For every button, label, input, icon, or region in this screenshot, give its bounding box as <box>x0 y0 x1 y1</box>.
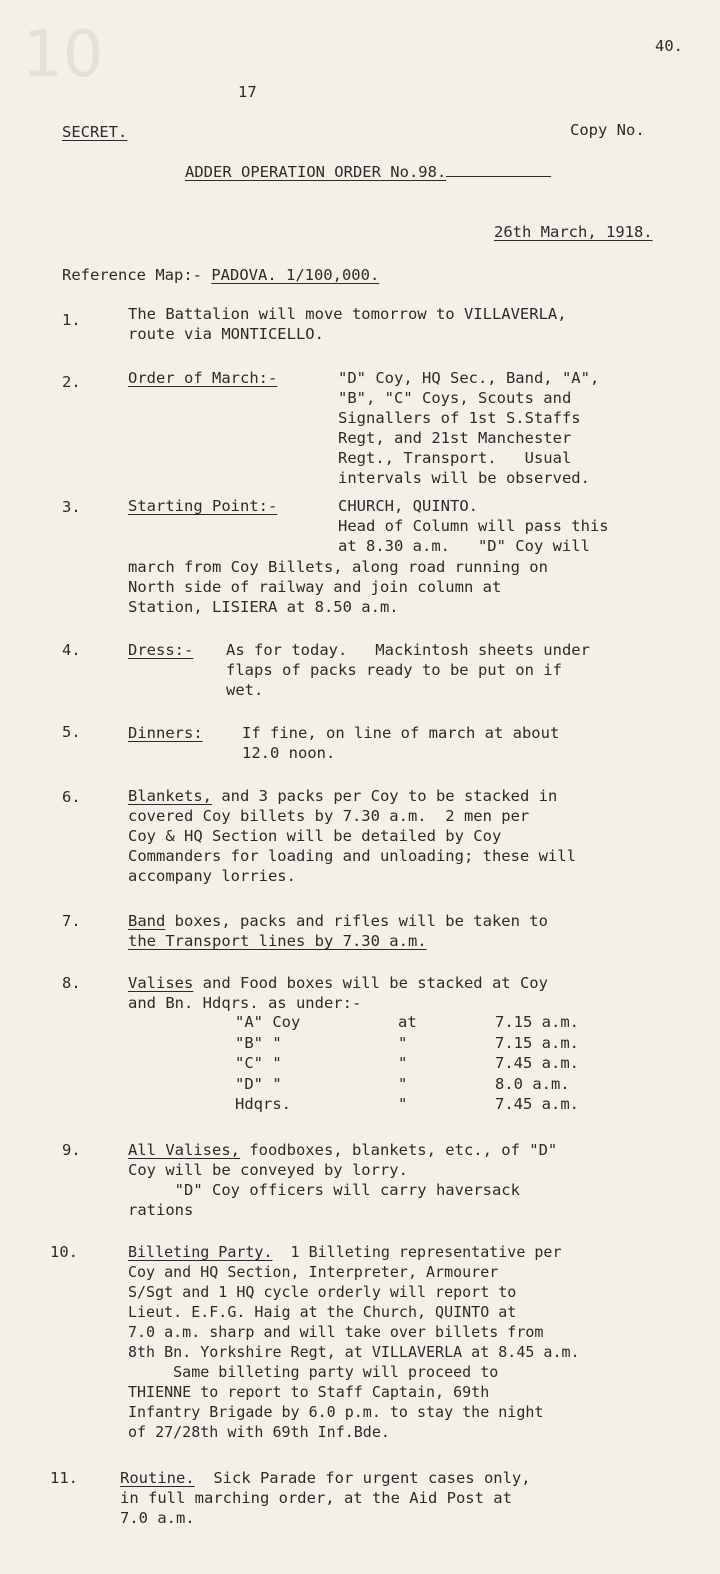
para-line: "D" Coy, HQ Sec., Band, "A", <box>338 369 600 387</box>
para-line <box>128 911 548 931</box>
para-heading: Starting Point:- <box>128 497 278 515</box>
table-cell: 7.15 a.m. <box>495 1013 579 1031</box>
para-line: Coy & HQ Section will be detailed by Coy <box>128 827 502 845</box>
para-number: 9. <box>62 1141 81 1159</box>
para-line <box>128 786 576 806</box>
table-cell: 7.45 a.m. <box>495 1054 579 1072</box>
para-line: Infantry Brigade by 6.0 p.m. to stay the night <box>128 1403 544 1421</box>
para-9-text <box>128 1140 557 1220</box>
para-4-text <box>226 640 590 700</box>
para-1-text <box>128 304 567 344</box>
para-line: Lieut. E.F.G. Haig at the Church, QUINTO at <box>128 1303 517 1321</box>
para-line: 12.0 noon. <box>242 744 336 762</box>
table-row <box>235 1054 625 1075</box>
para-line: accompany lorries. <box>128 867 296 885</box>
para-line-rest: and Food boxes will be stacked at Coy <box>193 974 548 992</box>
para-line: If fine, on line of march at about <box>242 724 560 742</box>
para-line: flaps of packs ready to be put on if <box>226 661 562 679</box>
faded-stamp-mark: 10 <box>22 18 104 92</box>
table-cell: 8.0 a.m. <box>495 1074 570 1093</box>
para-line <box>128 1242 580 1262</box>
table-cell: "A" Coy <box>235 1013 301 1031</box>
para-heading: Dress:- <box>128 641 194 659</box>
reference-label: Reference Map:- <box>62 266 202 284</box>
valise-schedule-table <box>235 1013 625 1116</box>
table-cell: 7.15 a.m. <box>495 1033 579 1052</box>
table-cell: " <box>398 1095 408 1113</box>
para-number: 7. <box>62 912 81 930</box>
para-line: 8th Bn. Yorkshire Regt, at VILLAVERLA at 8.45 a.m. <box>128 1343 580 1361</box>
para-8-text <box>128 973 548 1013</box>
table-cell: "D" " <box>235 1074 282 1093</box>
para-line: THIENNE to report to Staff Captain, 69th <box>128 1383 490 1401</box>
para-line: covered Coy billets by 7.30 a.m. 2 men per <box>128 807 530 825</box>
order-title <box>185 162 551 182</box>
para-11-text <box>120 1468 531 1528</box>
para-heading: All Valises, <box>128 1141 240 1159</box>
para-line-rest: foodboxes, blankets, etc., of "D" <box>239 1141 558 1159</box>
para-line: rations <box>128 1201 194 1219</box>
para-line: Commanders for loading and unloading; these will <box>128 847 576 865</box>
para-line: As for today. Mackintosh sheets under <box>226 641 590 659</box>
para-line: wet. <box>226 681 264 699</box>
table-row <box>235 1034 625 1055</box>
para-number: 10. <box>50 1243 78 1261</box>
order-title-text: ADDER OPERATION ORDER No.98. <box>185 163 447 181</box>
para-2-text <box>338 368 599 488</box>
table-row <box>235 1013 625 1034</box>
para-line: "D" Coy officers will carry haversack <box>128 1181 520 1199</box>
secret-label: SECRET. <box>62 123 128 141</box>
para-heading: Blankets, <box>128 787 212 805</box>
para-heading: Band <box>128 912 166 930</box>
para-line: S/Sgt and 1 HQ cycle orderly will report to <box>128 1283 517 1301</box>
table-cell: 7.45 a.m. <box>495 1095 579 1113</box>
table-cell: " <box>398 1074 408 1093</box>
para-line: "B", "C" Coys, Scouts and <box>338 389 572 407</box>
para-line: Signallers of 1st S.Staffs <box>338 409 581 427</box>
para-number: 3. <box>62 498 81 516</box>
para-line: Coy and HQ Section, Interpreter, Armourer <box>128 1263 499 1281</box>
reference-map <box>62 265 379 285</box>
para-line: Station, LISIERA at 8.50 a.m. <box>128 598 399 616</box>
para-line: CHURCH, QUINTO. <box>338 497 478 515</box>
para-line <box>128 973 548 993</box>
reference-value: PADOVA. 1/100,000. <box>211 266 380 284</box>
order-date: 26th March, 1918. <box>494 223 653 241</box>
table-cell: "B" " <box>235 1033 282 1052</box>
para-line: 7.0 a.m. <box>120 1509 195 1527</box>
para-line <box>128 1140 557 1160</box>
para-3-continuation <box>128 557 548 617</box>
para-line-rest: boxes, packs and rifles will be taken to <box>165 912 548 930</box>
table-cell: " <box>398 1033 408 1052</box>
para-line: Regt., Transport. Usual <box>338 449 572 467</box>
para-heading: Order of March:- <box>128 369 278 387</box>
table-row <box>235 1095 625 1116</box>
page-number: 40. <box>655 37 683 55</box>
para-line: Coy will be conveyed by lorry. <box>128 1161 408 1179</box>
para-line: and Bn. Hdqrs. as under:- <box>128 994 362 1012</box>
para-line: route via MONTICELLO. <box>128 325 324 343</box>
para-number: 1. <box>62 311 81 329</box>
para-5-text <box>242 723 559 763</box>
para-number: 8. <box>62 974 81 992</box>
para-heading: Dinners: <box>128 724 203 742</box>
para-line-rest: 1 Billeting representative per <box>272 1243 562 1261</box>
para-line: The Battalion will move tomorrow to VILLAVERLA, <box>128 305 567 323</box>
para-line: 7.0 a.m. sharp and will take over billets from <box>128 1323 544 1341</box>
para-6-text <box>128 786 576 886</box>
table-row <box>235 1075 625 1096</box>
para-3-text <box>338 496 609 556</box>
table-cell: " <box>398 1054 408 1072</box>
table-cell: at <box>398 1013 417 1031</box>
folio-number: 17 <box>238 83 257 101</box>
para-heading: Valises <box>128 974 194 992</box>
para-number: 11. <box>50 1469 78 1487</box>
para-10-text <box>128 1242 580 1442</box>
para-7-text <box>128 911 548 951</box>
table-cell: Hdqrs. <box>235 1095 291 1113</box>
para-line: the Transport lines by 7.30 a.m. <box>128 932 427 950</box>
para-line: Regt, and 21st Manchester <box>338 429 572 447</box>
para-line: North side of railway and join column at <box>128 578 502 596</box>
copy-number: Copy No. <box>570 121 645 139</box>
para-line: of 27/28th with 69th Inf.Bde. <box>128 1423 390 1441</box>
para-line <box>120 1468 531 1488</box>
para-number: 6. <box>62 788 81 806</box>
para-line: at 8.30 a.m. "D" Coy will <box>338 537 590 555</box>
para-heading: Billeting Party. <box>128 1243 273 1261</box>
para-number: 2. <box>62 373 81 391</box>
para-line: intervals will be observed. <box>338 469 590 487</box>
para-line: in full marching order, at the Aid Post at <box>120 1489 512 1507</box>
para-line: march from Coy Billets, along road running on <box>128 558 548 576</box>
para-number: 5. <box>62 723 81 741</box>
para-line-rest: and 3 packs per Coy to be stacked in <box>212 787 558 805</box>
table-cell: "C" " <box>235 1054 282 1072</box>
para-heading: Routine. <box>120 1469 195 1487</box>
para-line-rest: Sick Parade for urgent cases only, <box>194 1469 531 1487</box>
para-line: Same billeting party will proceed to <box>128 1363 499 1381</box>
para-line: Head of Column will pass this <box>338 517 609 535</box>
para-number: 4. <box>62 641 81 659</box>
